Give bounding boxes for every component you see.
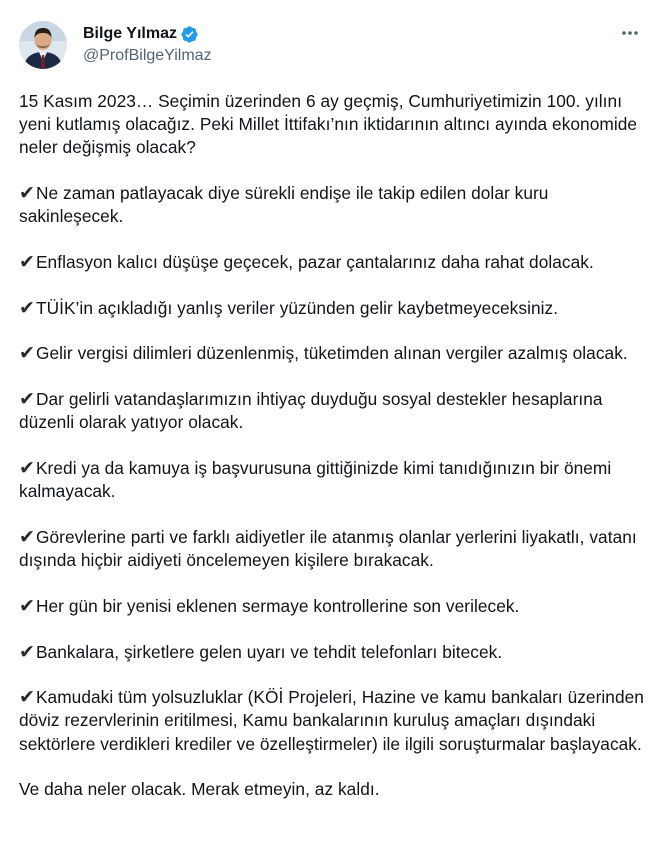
list-item bbox=[19, 297, 644, 320]
author-display-name[interactable]: Bilge Yılmaz bbox=[83, 25, 177, 42]
check-mark-icon: ✔ bbox=[19, 296, 35, 319]
tweet-text bbox=[19, 90, 644, 824]
author-handle[interactable]: @ProfBilgeYilmaz bbox=[83, 47, 212, 64]
check-mark-icon: ✔ bbox=[19, 388, 35, 411]
tweet-header bbox=[19, 21, 644, 73]
list-item-text: Enflasyon kalıcı düşüşe geçecek, pazar çantalarınız daha rahat dolacak. bbox=[35, 252, 594, 273]
more-options-icon[interactable] bbox=[620, 23, 640, 43]
list-item bbox=[19, 686, 644, 756]
avatar-image bbox=[19, 21, 67, 69]
avatar[interactable] bbox=[19, 21, 67, 69]
check-mark-icon: ✔ bbox=[19, 525, 35, 548]
verified-badge-icon bbox=[180, 25, 199, 44]
tweet-outro: Ve daha neler olacak. Merak etmeyin, az kaldı. bbox=[19, 779, 380, 800]
list-item-text: Gelir vergisi dilimleri düzenlenmiş, tüketimden alınan vergiler azalmış olacak. bbox=[35, 343, 628, 364]
list-item bbox=[19, 641, 644, 664]
list-item-text: Kamudaki tüm yolsuzluklar (KÖİ Projeleri, Hazine ve kamu bankaları üzerinden döviz rezervlerinin eritilmesi, Kamu bankalarının kuruluş amaçları dışındaki sektörlere verdikleri krediler ve özelleştirmeler) ile ilgili soruşturmalar başlayacak. bbox=[19, 687, 644, 754]
check-mark-icon: ✔ bbox=[19, 342, 35, 365]
check-mark-icon: ✔ bbox=[19, 457, 35, 480]
list-item-text: Bankalara, şirketlere gelen uyarı ve tehdit telefonları bitecek. bbox=[35, 641, 503, 662]
list-item-text: Dar gelirli vatandaşlarımızın ihtiyaç duyduğu sosyal destekler hesaplarına düzenli olarak yatıyor olacak. bbox=[19, 389, 603, 433]
list-item bbox=[19, 457, 644, 503]
check-mark-icon: ✔ bbox=[19, 594, 35, 617]
list-item-text: Ne zaman patlayacak diye sürekli endişe ile takip edilen dolar kuru sakinleşecek. bbox=[19, 183, 549, 227]
list-item-text: TÜİK’in açıkladığı yanlış veriler yüzünden gelir kaybetmeyeceksiniz. bbox=[35, 297, 559, 318]
check-mark-icon: ✔ bbox=[19, 686, 35, 709]
list-item-text: Görevlerine parti ve farklı aidiyetler ile atanmış olanlar yerlerini liyakatlı, vatanı dışında hiçbir aidiyeti öncelemeyen kişilere bırakacak. bbox=[19, 526, 637, 571]
list-item-text: Kredi ya da kamuya iş başvurusuna gittiğinizde kimi tanıdığınızın bir önemi kalmayacak. bbox=[19, 458, 612, 502]
tweet-intro: 15 Kasım 2023… Seçimin üzerinden 6 ay geçmiş, Cumhuriyetimizin 100. yılını yeni kutlamış olacağız. Peki Millet İttifakı’nın iktidarının altıncı ayında ekonomide neler değişmiş olacak? bbox=[19, 91, 638, 158]
check-mark-icon: ✔ bbox=[19, 640, 35, 663]
check-mark-icon: ✔ bbox=[19, 182, 35, 205]
author-info bbox=[83, 24, 212, 65]
list-item-text: Her gün bir yenisi eklenen sermaye kontrollerine son verilecek. bbox=[35, 595, 520, 616]
list-item bbox=[19, 182, 644, 228]
check-mark-icon: ✔ bbox=[19, 251, 35, 274]
list-item bbox=[19, 342, 644, 365]
name-row bbox=[83, 24, 212, 44]
list-item bbox=[19, 595, 644, 618]
list-item bbox=[19, 251, 644, 274]
list-item bbox=[19, 388, 644, 434]
list-item bbox=[19, 526, 644, 572]
